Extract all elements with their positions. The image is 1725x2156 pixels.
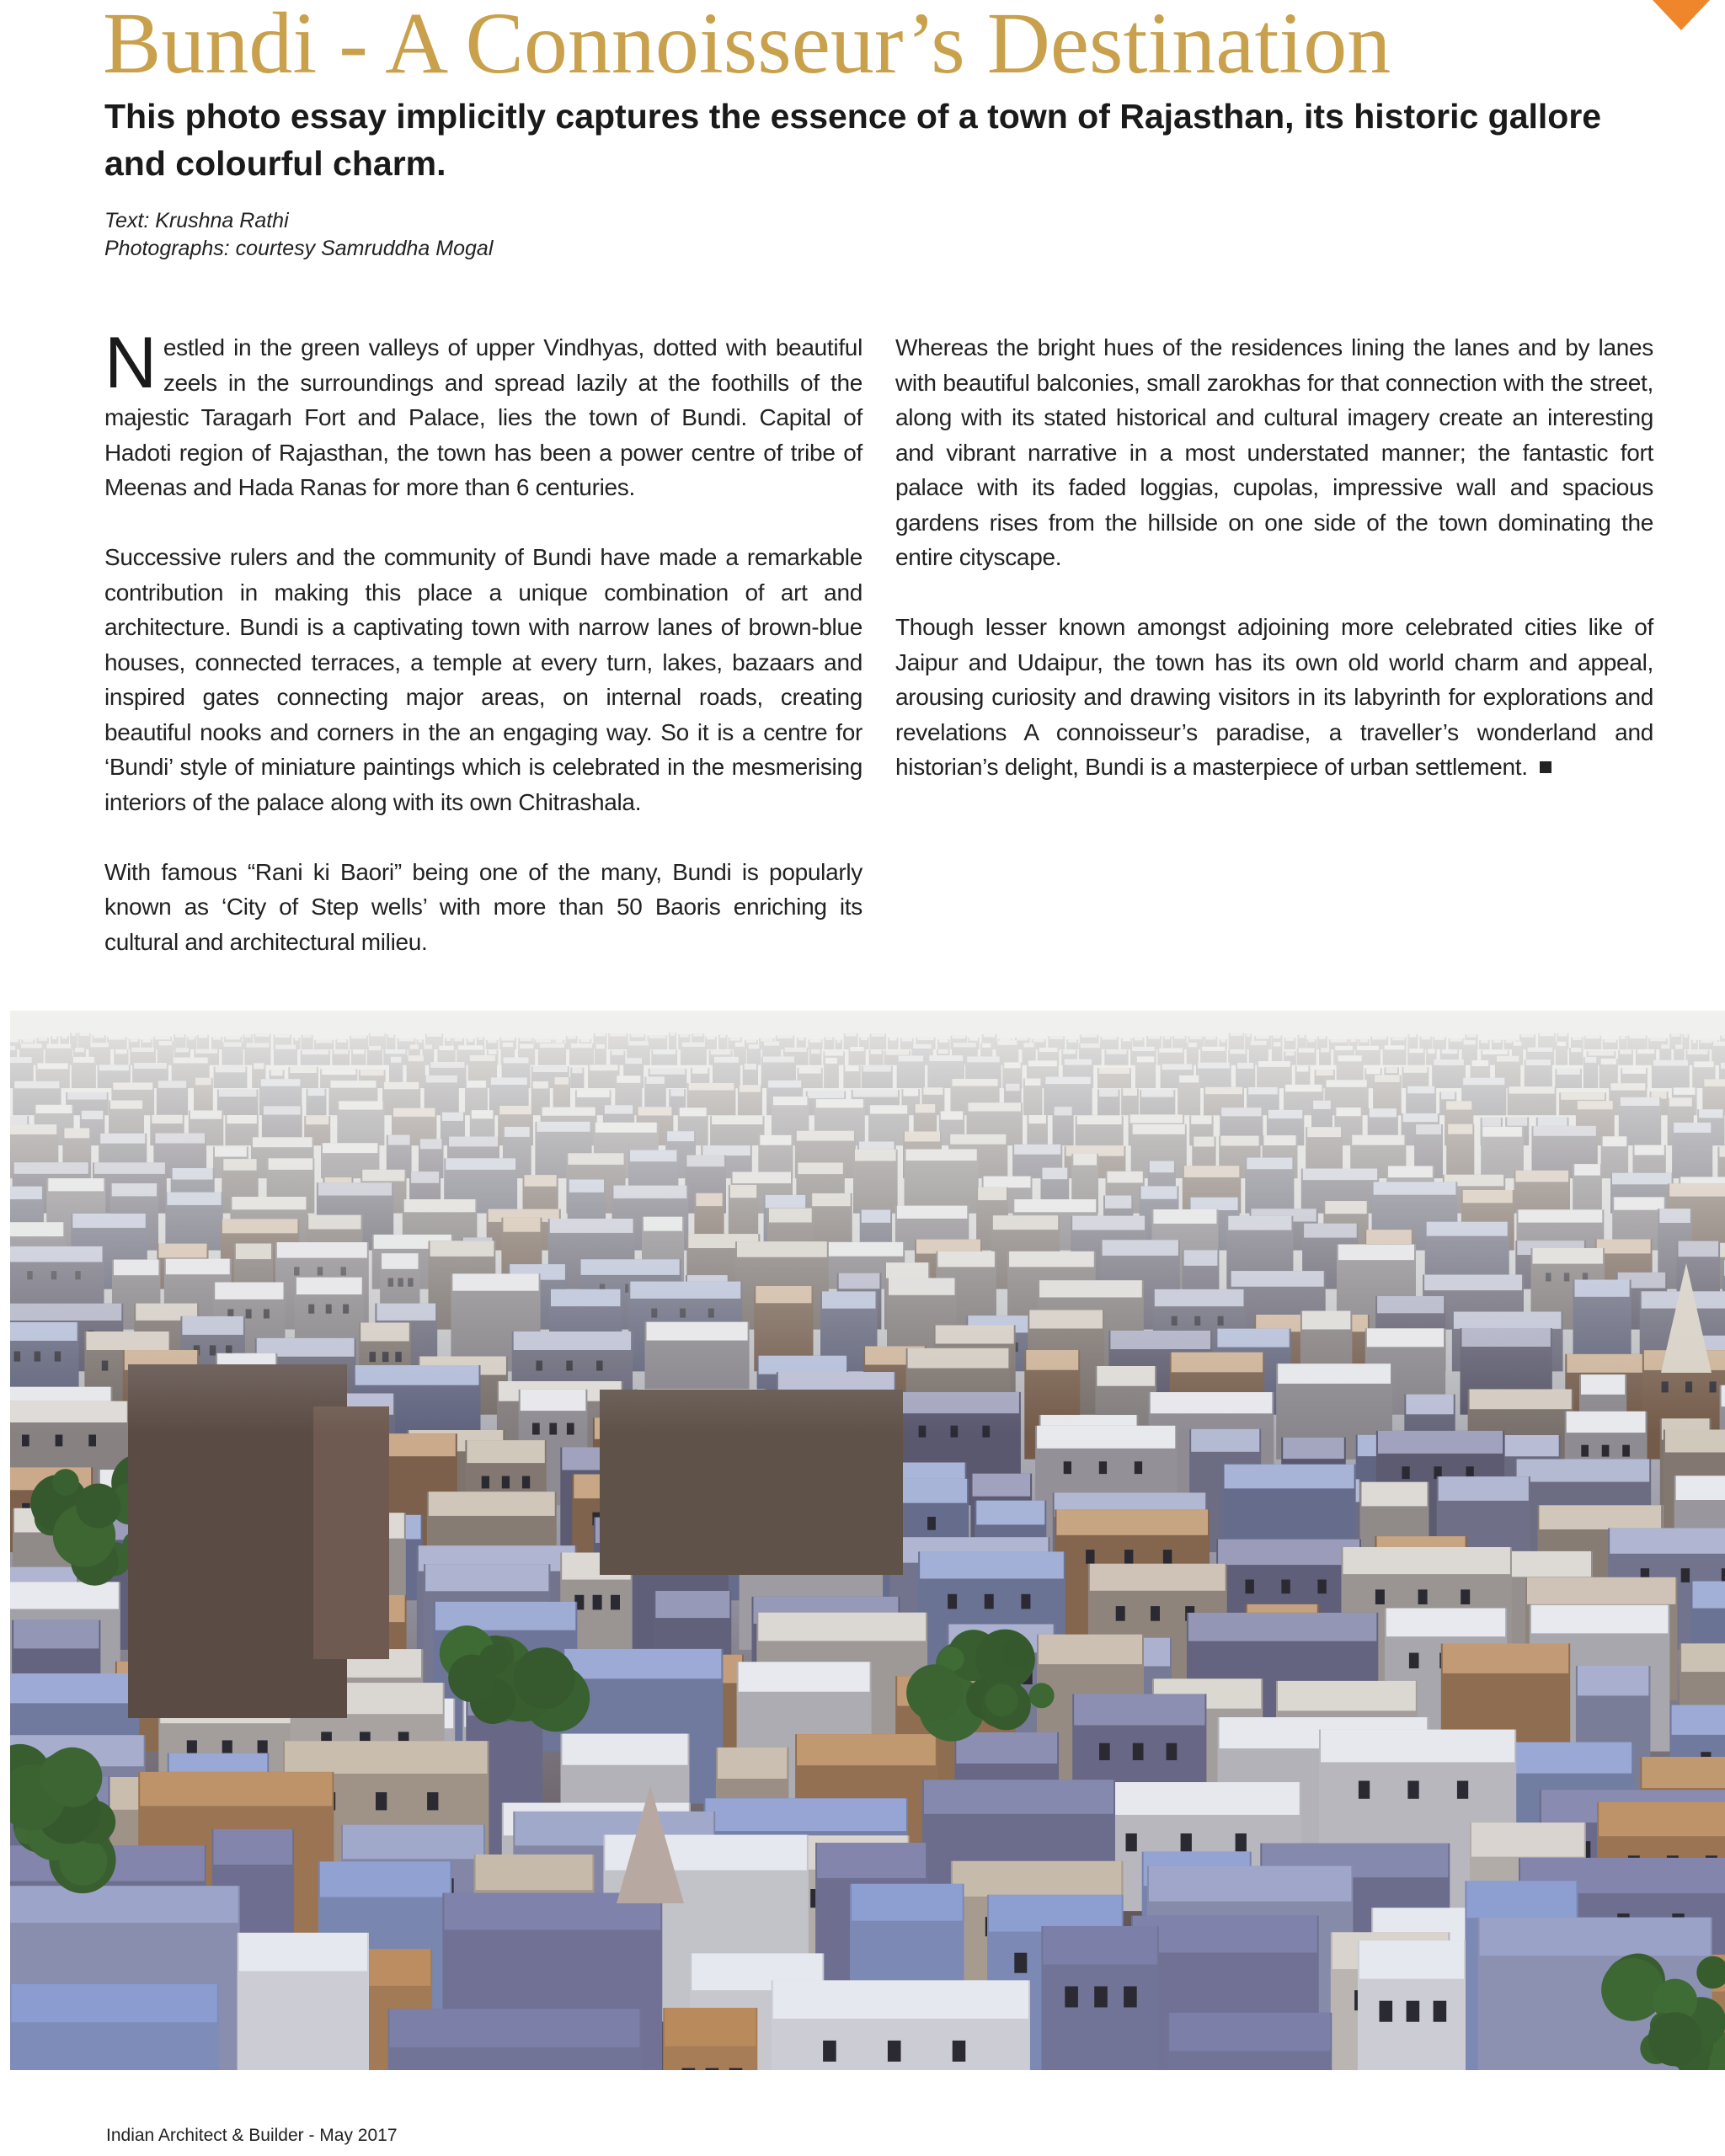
drop-cap: N [104, 323, 157, 403]
text-column-left [104, 323, 862, 995]
paragraph-4: Whereas the bright hues of the residences lining the lanes and by lanes with beautiful balconies, small zarokhas for that connection with the street, along with its stated historical and cultural imagery create an interesting and vibrant narrative in a most understated manner; the fantastic fort palace with its faded loggias, cupolas, impressive wall and spacious gardens rises from the hillside on one side of the town dominating the entire cityscape. [895, 334, 1653, 570]
end-of-article-mark [1540, 761, 1551, 773]
paragraph-1-text: estled in the green valleys of upper Vindhyas, dotted with beautiful zeels in the surroundings and spread lazily at the foothills of the majestic Taragarh Fort and Palace, lies the town of Bundi. Capital of Hadoti region of Rajasthan, the town has been a power centre of tribe of Meenas and Hada Ranas for more than 6 centuries. [104, 334, 862, 500]
paragraph-2: Successive rulers and the community of Bundi have made a remarkable contribution in making this place a unique combination of art and architecture. Bundi is a captivating town with narrow lanes of brown-blue houses, connected terraces, a temple at every turn, lakes, bazaars and inspired gates connecting major areas, on internal roads, creating beautiful nooks and corners in the an engaging way. So it is a centre for ‘Bundi’ style of miniature paintings which is celebrated in the mesmerising interiors of the palace along with its own Chitrashala. [104, 544, 862, 815]
page-corner-marker [1653, 0, 1710, 30]
page-footer: Indian Architect & Builder - May 2017 [106, 2126, 398, 2145]
paragraph-5 [895, 610, 1653, 785]
article-title: Bundi - A Connoisseur’s Destination [103, 0, 1391, 92]
text-column-right [895, 330, 1653, 819]
paragraph-1 [104, 323, 862, 505]
atmospheric-haze [10, 1011, 1725, 2070]
bundi-cityscape-photo [10, 1011, 1725, 2070]
article-standfirst: This photo essay implicitly captures the essence of a town of Rajasthan, its historic gallore and colourful charm. [104, 97, 1602, 183]
cityscape-illustration [10, 1011, 1725, 2070]
credit-photographs: Photographs: courtesy Samruddha Mogal [104, 237, 494, 260]
paragraph-5-text: Though lesser known amongst adjoining more celebrated cities like of Jaipur and Udaipur, the town has its own old world charm and appeal, arousing curiosity and drawing visitors in its labyrinth for explorations and revelations A connoisseur’s paradise, a traveller’s wonderland and historian’s delight, Bundi is a masterpiece of urban settlement. [895, 614, 1653, 780]
article-credits [104, 207, 493, 263]
credit-text: Text: Krushna Rathi [104, 209, 289, 232]
paragraph-3: With famous “Rani ki Baori” being one of the many, Bundi is popularly known as ‘City of Step wells’ with more than 50 Baoris enriching its cultural and architectural milieu. [104, 858, 862, 955]
